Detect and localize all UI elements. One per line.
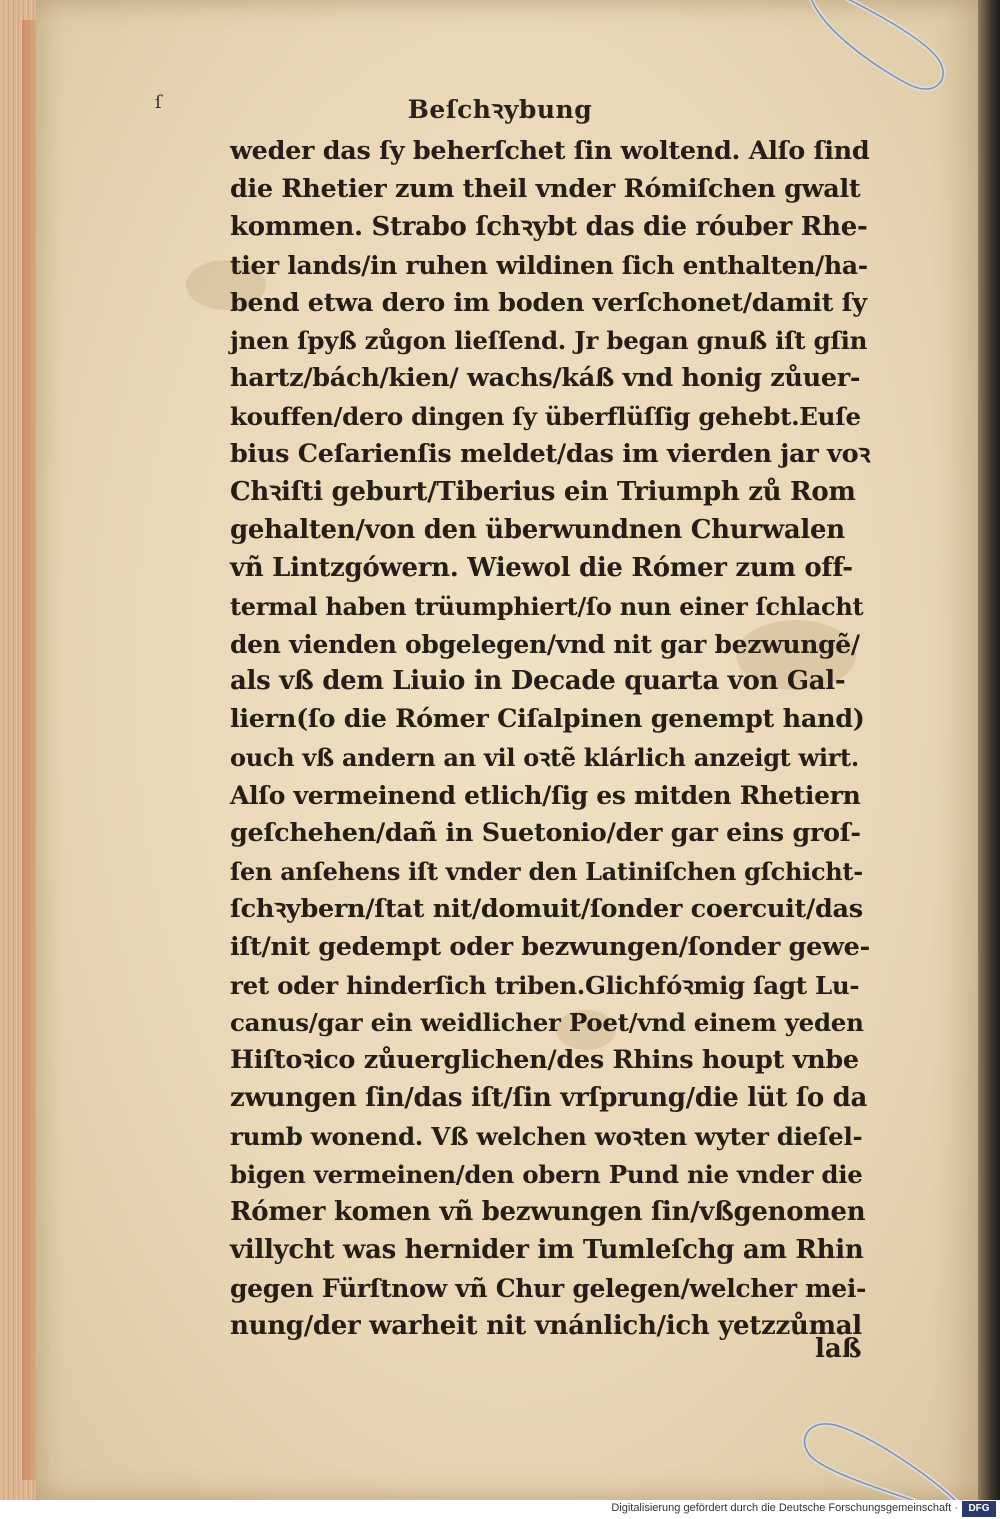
text-line: Hiſtoꝛico zůuerglichen/des Rhins houpt vnbe [230,1045,859,1076]
text-line: kouffen/dero dingen ſy überflüſſig gehebt.Euſe [230,402,861,432]
text-line: weder das ſy beherſchet ſin woltend. Alſo ſind [230,136,870,166]
body-text [230,133,870,1346]
text-line: gehalten/von den überwundnen Churwalen [230,514,845,545]
text-line: termal haben trüumphiert/ſo nun einer ſchlacht [230,591,864,621]
text-line: bend etwa dero im boden verſchonet/damit ſy [230,287,867,318]
text-line: Rómer komen vñ bezwungen ſin/vßgenomen [230,1196,866,1227]
text-line: villycht was hernider im Tumleſchg am Rhin [230,1234,864,1265]
catchword: laß [815,1334,862,1364]
text-line: ſchꝛybern/ſtat nit/domuit/ſonder coercuit/das [230,893,863,924]
running-head: Beſchꝛybung [407,95,593,124]
text-line: bigen vermeinen/den obern Pund nie vnder die [230,1160,863,1190]
stray-ink-mark: ſ [155,92,162,113]
text-line: nung/der warheit nit vnánlich/ich yetzzůmal [230,1310,862,1341]
text-line: zwungen ſin/das iſt/ſin vrſprung/die lüt ſo da [230,1083,868,1114]
text-line: Chꝛiſti geburt/Tiberius ein Triumph zů Rom [230,477,856,508]
text-line: liern(ſo die Rómer Ciſalpinen genempt hand) [230,704,865,735]
text-line: ouch vß andern an vil oꝛtẽ klárlich anzeigt wirt. [230,743,859,773]
text-line: gegen Fürſtnow vñ Chur gelegen/welcher mei- [230,1273,867,1303]
text-line: bius Ceſarienſis meldet/das im vierden jar voꝛ [230,439,871,470]
text-line: ſen anſehens iſt vnder den Latiniſchen gſchicht- [230,856,863,886]
text-line: canus/gar ein weidlicher Poet/vnd einem yeden [230,1008,864,1038]
text-line: ret oder hinderſich triben.Glichfóꝛmig ſagt Lu- [230,970,860,1000]
text-line: die Rhetier zum theil vnder Rómiſchen gwalt [230,173,861,204]
text-line: Alſo vermeinend etlich/ſig es mitden Rhetiern [230,781,861,811]
text-line: als vß dem Liuio in Decade quarta von Gal- [230,666,846,697]
funding-credit: Digitalisierung gefördert durch die Deutsche Forschungsgemeinschaft · [611,1502,958,1514]
paper-clip-bottom-icon [790,1400,970,1510]
text-line: geſchehen/dañ in Suetonio/der gar eins groſ- [230,818,861,849]
text-line: rumb wonend. Vß welchen woꝛten wyter dieſel- [230,1122,863,1152]
dfg-logo: DFG [962,1501,996,1517]
page-gutter-shadow [978,0,1000,1500]
text-line: hartz/bách/kien/ wachs/káß vnd honig zůuer- [230,363,861,394]
text-line: den vienden obgelegen/vnd nit gar bezwungẽ/ [230,629,860,659]
text-line: jnen ſpyß zůgon lieſſend. Jr began gnuß iſt gſin [230,326,868,356]
text-line: kommen. Strabo ſchꝛybt das die róuber Rhe- [230,211,868,242]
text-line: iſt/nit gedempt oder bezwungen/ſonder gewe- [230,931,870,962]
page-edge-stain [22,20,36,1480]
text-line: vñ Lintzgówern. Wiewol die Rómer zum off- [230,552,853,583]
text-line: tier lands/in ruhen wildinen ſich enthalten/ha- [230,250,868,280]
